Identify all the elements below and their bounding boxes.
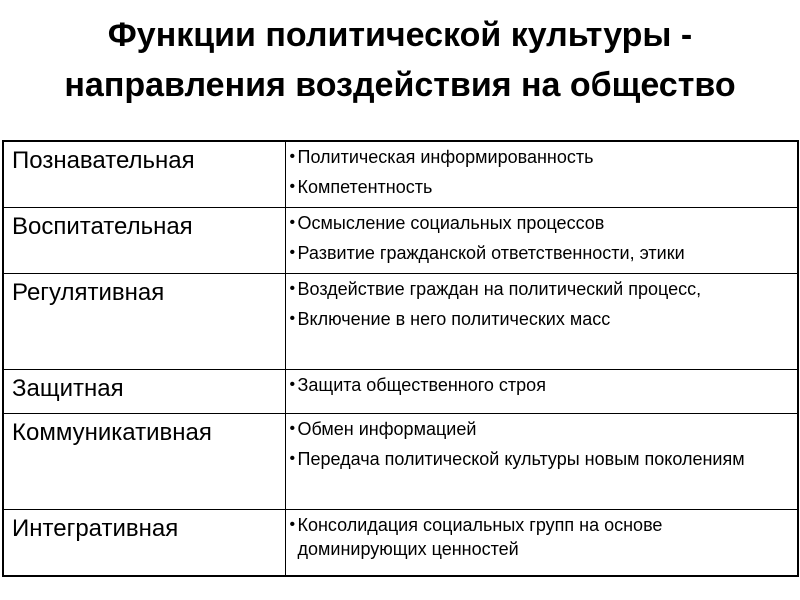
bullet-point: • Развитие гражданской ответственности, этики <box>290 241 794 265</box>
function-name-cell <box>3 208 285 274</box>
bullet-list <box>286 414 798 479</box>
function-name: Защитная <box>12 375 124 402</box>
function-points-cell <box>285 510 798 576</box>
table-row <box>3 510 798 576</box>
function-name-cell <box>3 370 285 414</box>
bullet-point: • Передача политической культуры новым поколениям <box>290 447 794 471</box>
bullet-list <box>286 274 798 339</box>
function-points-cell <box>285 370 798 414</box>
function-name: Познавательная <box>12 147 195 174</box>
bullet-point: • Воздействие граждан на политический процесс, <box>290 277 794 301</box>
table-row <box>3 208 798 274</box>
table-row <box>3 414 798 510</box>
slide-title <box>0 10 800 110</box>
function-points-cell <box>285 208 798 274</box>
title-line-2: направления воздействия на общество <box>64 66 736 104</box>
function-name: Воспитательная <box>12 213 193 240</box>
function-name: Регулятивная <box>12 279 165 306</box>
function-points-cell <box>285 141 798 208</box>
bullet-point: • Осмысление социальных процессов <box>290 211 794 235</box>
bullet-list <box>286 370 798 405</box>
function-name-cell <box>3 274 285 370</box>
table-row <box>3 274 798 370</box>
bullet-point: • Политическая информированность <box>290 145 794 169</box>
function-points-cell <box>285 414 798 510</box>
bullet-list <box>286 142 798 207</box>
function-name: Коммуникативная <box>12 419 212 446</box>
table-row <box>3 370 798 414</box>
bullet-point: • Включение в него политических масс <box>290 307 794 331</box>
functions-table <box>2 140 799 577</box>
function-name-cell <box>3 510 285 576</box>
function-name-cell <box>3 414 285 510</box>
bullet-point: • Защита общественного строя <box>290 373 794 397</box>
table-row <box>3 141 798 208</box>
function-name: Интегративная <box>12 515 179 542</box>
function-name-cell <box>3 141 285 208</box>
bullet-point: • Обмен информацией <box>290 417 794 441</box>
bullet-list <box>286 510 798 569</box>
bullet-list <box>286 208 798 273</box>
title-line-1: Функции политической культуры - <box>107 16 693 54</box>
function-points-cell <box>285 274 798 370</box>
bullet-point: • Компетентность <box>290 175 794 199</box>
bullet-point: • Консолидация социальных групп на основе доминирующих ценностей <box>290 513 794 561</box>
